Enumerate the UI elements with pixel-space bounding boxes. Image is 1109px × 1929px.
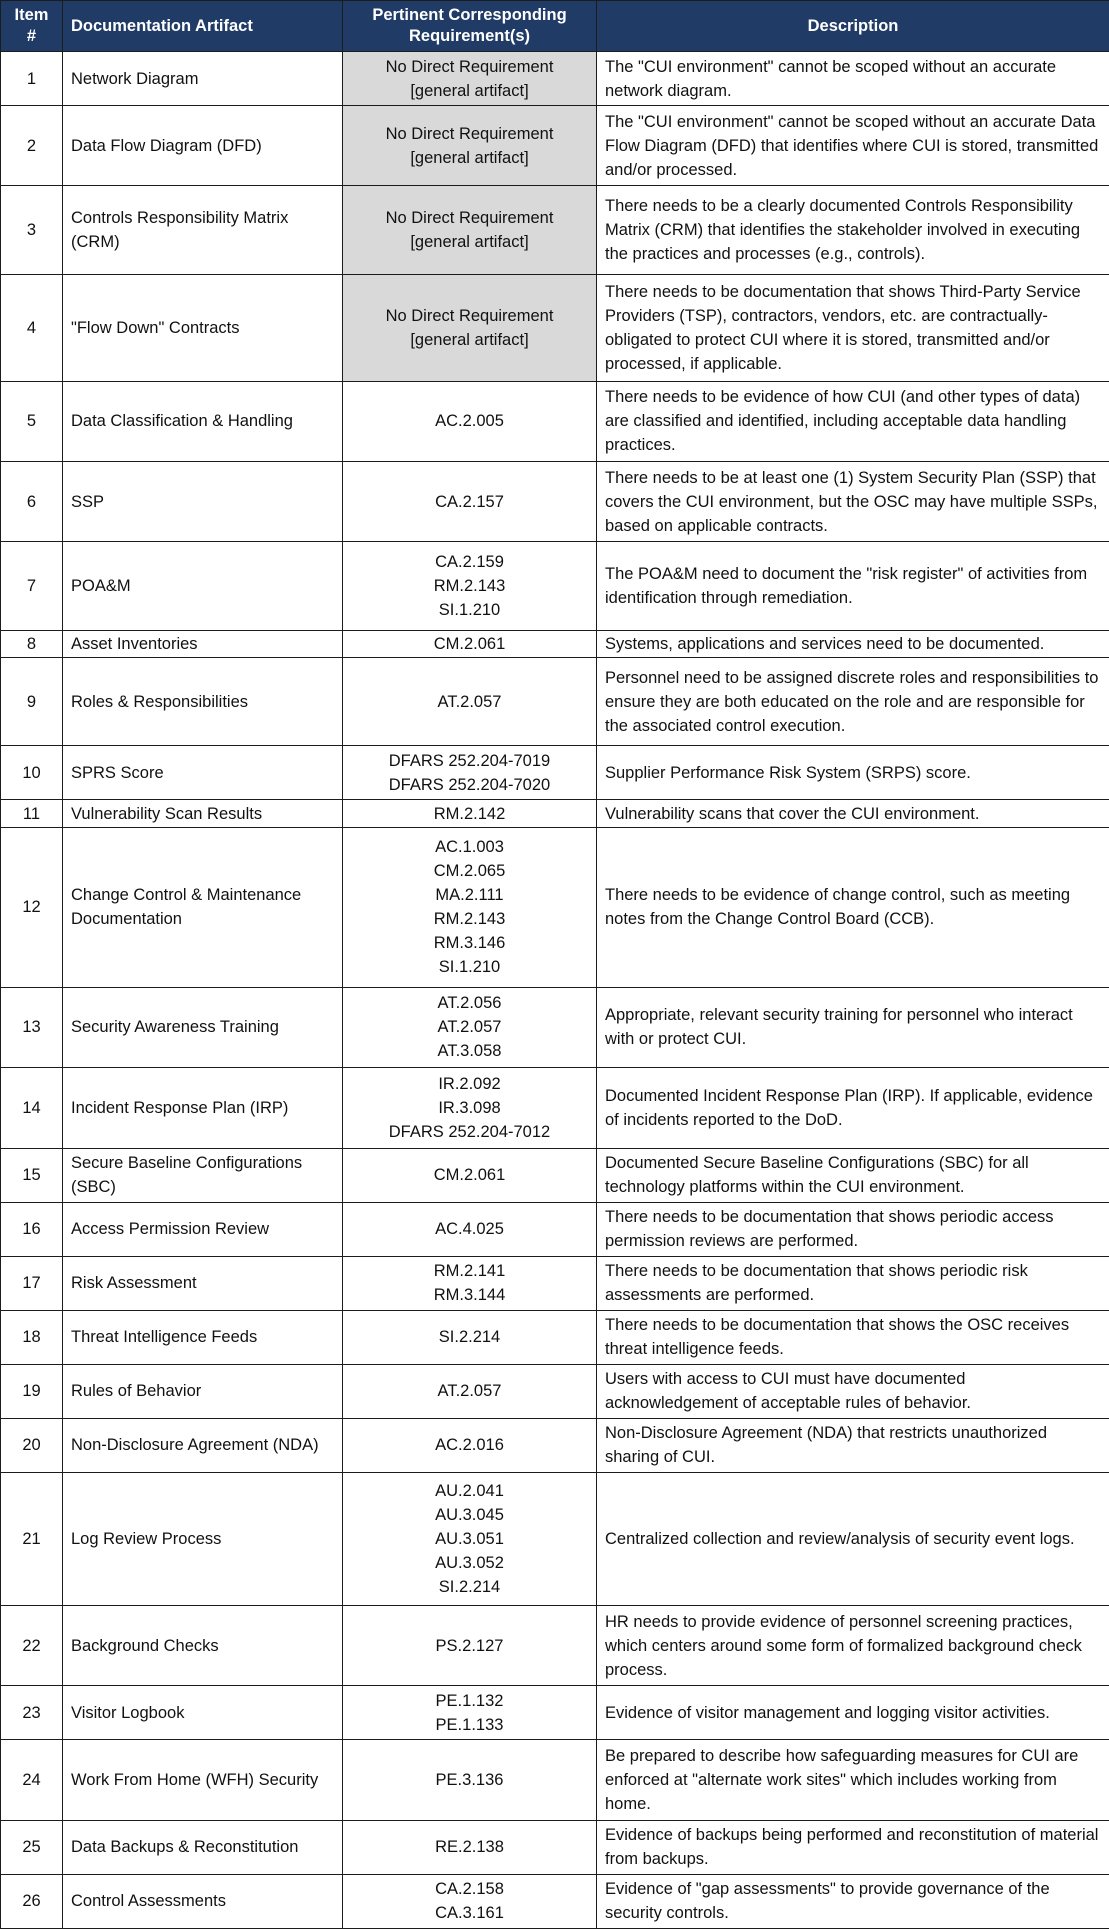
description-cell: Appropriate, relevant security training for personnel who interact with or protect CUI.: [597, 987, 1109, 1067]
header-requirements-label: Pertinent Corresponding Requirement(s): [372, 6, 567, 45]
requirement-cell: No Direct Requirement [general artifact]: [343, 274, 597, 381]
item-number-cell: 19: [1, 1364, 63, 1418]
item-number-cell: 25: [1, 1820, 63, 1874]
table-row: [1, 106, 1109, 186]
table-row: [1, 1874, 1109, 1928]
requirement-cell: CA.2.158 CA.3.161: [343, 1874, 597, 1928]
artifact-name-cell: Incident Response Plan (IRP): [63, 1068, 343, 1148]
item-number-cell: 8: [1, 630, 63, 658]
table-header: [1, 1, 1109, 52]
artifact-name-cell: Visitor Logbook: [63, 1686, 343, 1740]
requirement-cell: CA.2.157: [343, 461, 597, 541]
description-cell: Supplier Performance Risk System (SRPS) score.: [597, 746, 1109, 800]
item-number-cell: 5: [1, 381, 63, 461]
header-requirements: [343, 1, 597, 52]
table-row: [1, 827, 1109, 987]
description-cell: Evidence of visitor management and logging visitor activities.: [597, 1686, 1109, 1740]
description-cell: Evidence of backups being performed and reconstitution of material from backups.: [597, 1820, 1109, 1874]
item-number-cell: 21: [1, 1472, 63, 1605]
table-row: [1, 1820, 1109, 1874]
artifact-name-cell: SSP: [63, 461, 343, 541]
description-cell: There needs to be evidence of how CUI (and other types of data) are classified and identified, including acceptable data handling practices.: [597, 381, 1109, 461]
description-cell: Non-Disclosure Agreement (NDA) that restricts unauthorized sharing of CUI.: [597, 1418, 1109, 1472]
requirement-cell: IR.2.092 IR.3.098 DFARS 252.204-7012: [343, 1068, 597, 1148]
table-row: [1, 186, 1109, 274]
item-number-cell: 2: [1, 106, 63, 186]
item-number-cell: 13: [1, 987, 63, 1067]
header-item-number-label: Item #: [14, 6, 49, 45]
artifact-name-cell: Security Awareness Training: [63, 987, 343, 1067]
artifact-name-cell: "Flow Down" Contracts: [63, 274, 343, 381]
artifact-name-cell: Secure Baseline Configurations (SBC): [63, 1148, 343, 1202]
table-row: [1, 461, 1109, 541]
table-row: [1, 1068, 1109, 1148]
table-row: [1, 1605, 1109, 1685]
requirement-cell: RE.2.138: [343, 1820, 597, 1874]
description-cell: There needs to be documentation that shows Third-Party Service Providers (TSP), contractors, vendors, etc. are contractually-obligated to protect CUI where it is stored, transmitted and/or processed, if applicable.: [597, 274, 1109, 381]
requirement-cell: AT.2.057: [343, 658, 597, 746]
artifact-name-cell: Data Flow Diagram (DFD): [63, 106, 343, 186]
item-number-cell: 17: [1, 1256, 63, 1310]
artifact-name-cell: Network Diagram: [63, 52, 343, 106]
artifact-name-cell: Control Assessments: [63, 1874, 343, 1928]
requirement-cell: RM.2.141 RM.3.144: [343, 1256, 597, 1310]
requirement-cell: AT.2.057: [343, 1364, 597, 1418]
table-row: [1, 274, 1109, 381]
header-description: [597, 1, 1109, 52]
header-description-label: Description: [807, 16, 899, 35]
item-number-cell: 18: [1, 1310, 63, 1364]
table-body: [1, 52, 1109, 1929]
table-row: [1, 1418, 1109, 1472]
artifact-name-cell: POA&M: [63, 542, 343, 630]
table-row: [1, 987, 1109, 1067]
table-row: [1, 746, 1109, 800]
artifact-name-cell: Access Permission Review: [63, 1202, 343, 1256]
item-number-cell: 12: [1, 827, 63, 987]
description-cell: There needs to be evidence of change control, such as meeting notes from the Change Control Board (CCB).: [597, 827, 1109, 987]
item-number-cell: 20: [1, 1418, 63, 1472]
requirement-cell: CM.2.061: [343, 1148, 597, 1202]
table-row: [1, 1740, 1109, 1820]
requirement-cell: AT.2.056 AT.2.057 AT.3.058: [343, 987, 597, 1067]
description-cell: HR needs to provide evidence of personnel screening practices, which centers around some form of formalized background check process.: [597, 1605, 1109, 1685]
header-documentation-artifact: [63, 1, 343, 52]
artifact-name-cell: Asset Inventories: [63, 630, 343, 658]
requirement-cell: AU.2.041 AU.3.045 AU.3.051 AU.3.052 SI.2.214: [343, 1472, 597, 1605]
requirement-cell: AC.1.003 CM.2.065 MA.2.111 RM.2.143 RM.3.146 SI.1.210: [343, 827, 597, 987]
table-row: [1, 381, 1109, 461]
item-number-cell: 15: [1, 1148, 63, 1202]
description-cell: There needs to be documentation that shows periodic risk assessments are performed.: [597, 1256, 1109, 1310]
requirement-cell: No Direct Requirement [general artifact]: [343, 106, 597, 186]
requirement-cell: SI.2.214: [343, 1310, 597, 1364]
description-cell: Systems, applications and services need to be documented.: [597, 630, 1109, 658]
requirement-cell: AC.2.016: [343, 1418, 597, 1472]
description-cell: Documented Incident Response Plan (IRP). If applicable, evidence of incidents reported to the DoD.: [597, 1068, 1109, 1148]
artifact-name-cell: Log Review Process: [63, 1472, 343, 1605]
item-number-cell: 7: [1, 542, 63, 630]
description-cell: Personnel need to be assigned discrete roles and responsibilities to ensure they are both educated on the role and are responsible for the associated control execution.: [597, 658, 1109, 746]
item-number-cell: 4: [1, 274, 63, 381]
table-row: [1, 52, 1109, 106]
item-number-cell: 24: [1, 1740, 63, 1820]
description-cell: Centralized collection and review/analysis of security event logs.: [597, 1472, 1109, 1605]
table-row: [1, 1364, 1109, 1418]
description-cell: Documented Secure Baseline Configurations (SBC) for all technology platforms within the CUI environment.: [597, 1148, 1109, 1202]
item-number-cell: 10: [1, 746, 63, 800]
header-item-number: [1, 1, 63, 52]
description-cell: Evidence of "gap assessments" to provide governance of the security controls.: [597, 1874, 1109, 1928]
requirement-cell: CM.2.061: [343, 630, 597, 658]
item-number-cell: 6: [1, 461, 63, 541]
description-cell: Be prepared to describe how safeguarding measures for CUI are enforced at "alternate work sites" which includes working from home.: [597, 1740, 1109, 1820]
requirement-cell: PS.2.127: [343, 1605, 597, 1685]
artifact-name-cell: Change Control & Maintenance Documentation: [63, 827, 343, 987]
requirement-cell: RM.2.142: [343, 800, 597, 828]
requirement-cell: No Direct Requirement [general artifact]: [343, 186, 597, 274]
artifact-name-cell: Rules of Behavior: [63, 1364, 343, 1418]
item-number-cell: 23: [1, 1686, 63, 1740]
artifact-name-cell: Non-Disclosure Agreement (NDA): [63, 1418, 343, 1472]
table-row: [1, 800, 1109, 828]
requirement-cell: AC.4.025: [343, 1202, 597, 1256]
table-row: [1, 542, 1109, 630]
artifact-name-cell: Risk Assessment: [63, 1256, 343, 1310]
description-cell: The "CUI environment" cannot be scoped without an accurate network diagram.: [597, 52, 1109, 106]
artifact-name-cell: Background Checks: [63, 1605, 343, 1685]
header-row: [1, 1, 1109, 52]
item-number-cell: 22: [1, 1605, 63, 1685]
artifact-name-cell: Work From Home (WFH) Security: [63, 1740, 343, 1820]
table-row: [1, 1148, 1109, 1202]
table-row: [1, 1310, 1109, 1364]
item-number-cell: 1: [1, 52, 63, 106]
item-number-cell: 9: [1, 658, 63, 746]
description-cell: The POA&M need to document the "risk register" of activities from identification through remediation.: [597, 542, 1109, 630]
artifact-name-cell: Vulnerability Scan Results: [63, 800, 343, 828]
requirement-cell: No Direct Requirement [general artifact]: [343, 52, 597, 106]
description-cell: There needs to be a clearly documented Controls Responsibility Matrix (CRM) that identifies the stakeholder involved in executing the practices and processes (e.g., controls).: [597, 186, 1109, 274]
table-row: [1, 1202, 1109, 1256]
requirement-cell: CA.2.159 RM.2.143 SI.1.210: [343, 542, 597, 630]
artifact-name-cell: Roles & Responsibilities: [63, 658, 343, 746]
description-cell: Users with access to CUI must have documented acknowledgement of acceptable rules of behavior.: [597, 1364, 1109, 1418]
table-row: [1, 658, 1109, 746]
artifact-name-cell: Threat Intelligence Feeds: [63, 1310, 343, 1364]
header-documentation-artifact-label: Documentation Artifact: [71, 16, 253, 35]
table-row: [1, 630, 1109, 658]
table-row: [1, 1686, 1109, 1740]
description-cell: There needs to be at least one (1) System Security Plan (SSP) that covers the CUI environment, but the OSC may have multiple SSPs, based on applicable contracts.: [597, 461, 1109, 541]
description-cell: The "CUI environment" cannot be scoped without an accurate Data Flow Diagram (DFD) that identifies where CUI is stored, transmitted and/or processed.: [597, 106, 1109, 186]
description-cell: There needs to be documentation that shows the OSC receives threat intelligence feeds.: [597, 1310, 1109, 1364]
table-row: [1, 1472, 1109, 1605]
requirement-cell: AC.2.005: [343, 381, 597, 461]
table-row: [1, 1256, 1109, 1310]
requirement-cell: PE.3.136: [343, 1740, 597, 1820]
description-cell: Vulnerability scans that cover the CUI environment.: [597, 800, 1109, 828]
description-cell: There needs to be documentation that shows periodic access permission reviews are performed.: [597, 1202, 1109, 1256]
artifact-name-cell: SPRS Score: [63, 746, 343, 800]
item-number-cell: 14: [1, 1068, 63, 1148]
requirement-cell: PE.1.132 PE.1.133: [343, 1686, 597, 1740]
item-number-cell: 26: [1, 1874, 63, 1928]
artifact-name-cell: Data Backups & Reconstitution: [63, 1820, 343, 1874]
item-number-cell: 16: [1, 1202, 63, 1256]
item-number-cell: 11: [1, 800, 63, 828]
artifact-name-cell: Data Classification & Handling: [63, 381, 343, 461]
requirement-cell: DFARS 252.204-7019 DFARS 252.204-7020: [343, 746, 597, 800]
artifact-name-cell: Controls Responsibility Matrix (CRM): [63, 186, 343, 274]
item-number-cell: 3: [1, 186, 63, 274]
